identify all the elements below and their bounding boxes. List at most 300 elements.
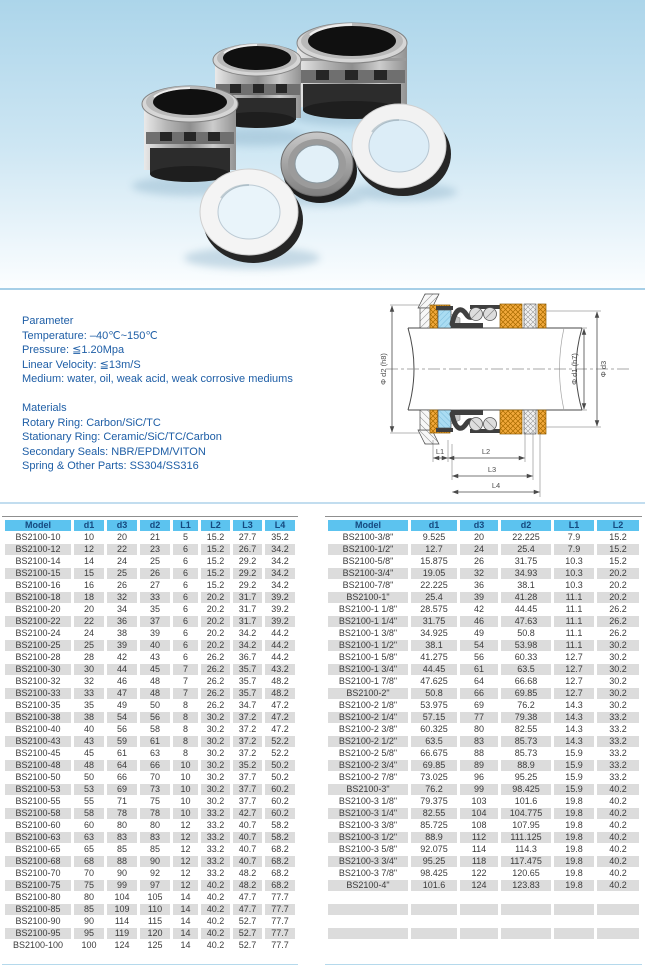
cell: 82.55 xyxy=(411,808,457,819)
cell: 40.7 xyxy=(233,820,262,831)
cell: 15.2 xyxy=(201,568,230,579)
cell: 56 xyxy=(460,652,498,663)
column-header: d2 xyxy=(501,520,551,531)
cell: 31.7 xyxy=(233,604,262,615)
table-row xyxy=(5,820,295,831)
cell: 27 xyxy=(140,580,170,591)
table-row xyxy=(5,592,295,603)
cell: 41.28 xyxy=(501,592,551,603)
cell: BS2100-33 xyxy=(5,688,71,699)
cell: 33.2 xyxy=(201,844,230,855)
cell: 6 xyxy=(173,580,198,591)
cell: 35.7 xyxy=(233,688,262,699)
cell: 6 xyxy=(173,604,198,615)
cell: 40.2 xyxy=(201,928,230,939)
cell: 15.2 xyxy=(597,532,639,543)
table-row xyxy=(328,904,639,915)
cell: 89 xyxy=(460,760,498,771)
cell: 63.5 xyxy=(501,664,551,675)
cell: BS2100-3" xyxy=(328,784,408,795)
table-row xyxy=(5,724,295,735)
cell: 50 xyxy=(74,772,104,783)
table-row xyxy=(328,784,639,795)
table-row xyxy=(5,844,295,855)
table-row xyxy=(328,940,639,951)
cell: 52.7 xyxy=(233,928,262,939)
cell: 15.9 xyxy=(554,772,594,783)
cell: 35 xyxy=(140,604,170,615)
cell: BS2100-4" xyxy=(328,880,408,891)
cell: 47.2 xyxy=(265,724,295,735)
table-row xyxy=(328,604,639,615)
cell: 30.2 xyxy=(201,724,230,735)
cell: 119 xyxy=(107,928,137,939)
cell: 20.2 xyxy=(597,568,639,579)
cell: 58.2 xyxy=(265,820,295,831)
cell: 18 xyxy=(74,592,104,603)
cell: 114.3 xyxy=(501,844,551,855)
cell: 45 xyxy=(74,748,104,759)
cell: 15 xyxy=(74,568,104,579)
cell: 20.2 xyxy=(201,592,230,603)
cell: 85.73 xyxy=(501,736,551,747)
cell: 35.7 xyxy=(233,676,262,687)
table-row xyxy=(5,772,295,783)
cell: 47.2 xyxy=(265,700,295,711)
cell: 100 xyxy=(74,940,104,951)
column-header: L2 xyxy=(597,520,639,531)
table-row xyxy=(5,832,295,843)
cell: 105 xyxy=(140,892,170,903)
cell: 40.2 xyxy=(201,880,230,891)
cell: 30.2 xyxy=(597,676,639,687)
cell: BS2100-1" xyxy=(328,592,408,603)
cell: 77.7 xyxy=(265,928,295,939)
dim-label-d2: Φ d2 (h8) xyxy=(379,353,388,385)
cell: 122 xyxy=(460,868,498,879)
spec-line: Linear Velocity: ≦13m/S xyxy=(22,358,141,371)
cell: BS2100-1 1/2" xyxy=(328,640,408,651)
table-row xyxy=(5,760,295,771)
cell: BS2100-12 xyxy=(5,544,71,555)
cell: 54 xyxy=(460,640,498,651)
cell: 80 xyxy=(107,820,137,831)
cell: 39.2 xyxy=(265,604,295,615)
cell: 30.2 xyxy=(201,784,230,795)
cell: 30.2 xyxy=(201,736,230,747)
table-row xyxy=(328,856,639,867)
dim-label-d1: Φ d1 (h7) xyxy=(570,353,579,385)
cell: 40.7 xyxy=(233,856,262,867)
cell: 69 xyxy=(107,784,137,795)
cell: 101.6 xyxy=(501,796,551,807)
table-row xyxy=(328,532,639,543)
cell: 31.7 xyxy=(233,616,262,627)
cell: 125 xyxy=(140,940,170,951)
cell: 99 xyxy=(107,880,137,891)
cell: 14 xyxy=(173,928,198,939)
cell: 30 xyxy=(74,664,104,675)
table-row xyxy=(328,796,639,807)
dim-label-L3: L3 xyxy=(487,465,497,474)
cell: 40.7 xyxy=(233,832,262,843)
cell: 46 xyxy=(107,676,137,687)
cell: 30.2 xyxy=(201,760,230,771)
metric-table-top-rule xyxy=(2,516,298,517)
cell: 48.2 xyxy=(265,688,295,699)
cell: 20 xyxy=(107,532,137,543)
column-header: Model xyxy=(328,520,408,531)
cell: 28 xyxy=(74,652,104,663)
cell: 25 xyxy=(107,568,137,579)
cell: 85 xyxy=(74,904,104,915)
cell: 75 xyxy=(140,796,170,807)
cell: BS2100-2 1/8" xyxy=(328,700,408,711)
cell: 73.025 xyxy=(411,772,457,783)
cell: 63 xyxy=(74,832,104,843)
cell: BS2100-7/8" xyxy=(328,580,408,591)
cell: BS2100-40 xyxy=(5,724,71,735)
spec-line: Secondary Seals: NBR/EPDM/VITON xyxy=(22,445,206,458)
cell: 22 xyxy=(107,544,137,555)
cell: 53.975 xyxy=(411,700,457,711)
cell: 42 xyxy=(107,652,137,663)
cell: 95.25 xyxy=(411,856,457,867)
cell: 68.2 xyxy=(265,880,295,891)
cell: 33.2 xyxy=(201,868,230,879)
cell: 32 xyxy=(74,676,104,687)
cell xyxy=(554,928,594,939)
cell: 24 xyxy=(460,544,498,555)
cell: 83 xyxy=(140,832,170,843)
cell: 33.2 xyxy=(597,724,639,735)
cell: 60.325 xyxy=(411,724,457,735)
cell: 32 xyxy=(460,568,498,579)
cell: 103 xyxy=(460,796,498,807)
cell: BS2100-1/2" xyxy=(328,544,408,555)
cell: 53.98 xyxy=(501,640,551,651)
cell xyxy=(554,916,594,927)
cell: 30.2 xyxy=(597,664,639,675)
cell: 120 xyxy=(140,928,170,939)
cell: 31.7 xyxy=(233,592,262,603)
cell: 26.2 xyxy=(201,664,230,675)
cell: 40.2 xyxy=(201,916,230,927)
cell: 38.1 xyxy=(501,580,551,591)
cell: 33.2 xyxy=(597,748,639,759)
cell: 34.7 xyxy=(233,700,262,711)
cell xyxy=(328,940,408,951)
product-photo xyxy=(0,0,645,289)
cell: 19.8 xyxy=(554,880,594,891)
cell: 10 xyxy=(74,532,104,543)
cell: BS2100-85 xyxy=(5,904,71,915)
table-row xyxy=(328,664,639,675)
cell: 80 xyxy=(74,892,104,903)
cell: 35.7 xyxy=(233,664,262,675)
cell xyxy=(597,928,639,939)
table-row xyxy=(328,616,639,627)
cell: BS2100-63 xyxy=(5,832,71,843)
cell: 39 xyxy=(107,640,137,651)
cell: 30.2 xyxy=(597,652,639,663)
cell: 15.2 xyxy=(201,556,230,567)
cell: 101.6 xyxy=(411,880,457,891)
table-row xyxy=(328,712,639,723)
cell: 52.7 xyxy=(233,916,262,927)
cell: 31.75 xyxy=(411,616,457,627)
cell xyxy=(597,892,639,903)
cell: 8 xyxy=(173,736,198,747)
table-row xyxy=(328,820,639,831)
cell: 25.4 xyxy=(411,592,457,603)
cell: 11.1 xyxy=(554,628,594,639)
cell xyxy=(411,940,457,951)
cell: 24 xyxy=(107,556,137,567)
cell: 44.2 xyxy=(265,652,295,663)
cell: BS2100-75 xyxy=(5,880,71,891)
cell: 26.2 xyxy=(597,628,639,639)
cell: 15.2 xyxy=(597,556,639,567)
cell: 95 xyxy=(74,928,104,939)
cell: 36 xyxy=(460,580,498,591)
cell: 124 xyxy=(107,940,137,951)
cell: 31.75 xyxy=(501,556,551,567)
cell: 69 xyxy=(460,700,498,711)
cell: 88 xyxy=(107,856,137,867)
cell: 69.85 xyxy=(411,760,457,771)
cell: 29.2 xyxy=(233,568,262,579)
cell xyxy=(411,928,457,939)
cell: 47.7 xyxy=(233,904,262,915)
cell: 78 xyxy=(140,808,170,819)
cell: 77.7 xyxy=(265,940,295,951)
cell xyxy=(460,928,498,939)
cell xyxy=(554,892,594,903)
cell: 19.8 xyxy=(554,856,594,867)
cell: 39.2 xyxy=(265,616,295,627)
cell: 40.2 xyxy=(201,940,230,951)
cell: 26 xyxy=(140,568,170,579)
cell: 40.2 xyxy=(597,820,639,831)
cell: 64 xyxy=(460,676,498,687)
cell: 44 xyxy=(107,664,137,675)
cell: BS2100-28 xyxy=(5,652,71,663)
cell: 114 xyxy=(107,916,137,927)
cell: 120.65 xyxy=(501,868,551,879)
cell: 104 xyxy=(107,892,137,903)
cell: 73 xyxy=(140,784,170,795)
cell: BS2100-70 xyxy=(5,868,71,879)
cell: BS2100-2 1/4" xyxy=(328,712,408,723)
cell: BS2100-3 3/8" xyxy=(328,820,408,831)
table-row xyxy=(328,556,639,567)
cell: 90 xyxy=(140,856,170,867)
spec-line: Temperature: –40℃~150℃ xyxy=(22,329,158,342)
cell xyxy=(460,904,498,915)
table-row xyxy=(328,772,639,783)
table-row xyxy=(5,796,295,807)
table-row xyxy=(328,760,639,771)
dim-label-L2: L2 xyxy=(481,447,491,456)
table-row xyxy=(5,568,295,579)
cell xyxy=(411,916,457,927)
cell: BS2100-3 7/8" xyxy=(328,868,408,879)
cell: 109 xyxy=(107,904,137,915)
cell: 24 xyxy=(74,628,104,639)
cell: 43 xyxy=(74,736,104,747)
cell: 37 xyxy=(140,616,170,627)
cell xyxy=(501,904,551,915)
cell: 30.2 xyxy=(597,640,639,651)
cell: 14.3 xyxy=(554,736,594,747)
table-row xyxy=(328,832,639,843)
cell: 97 xyxy=(140,880,170,891)
table-row xyxy=(328,580,639,591)
cell: 77 xyxy=(460,712,498,723)
cell: BS2100-1 7/8" xyxy=(328,676,408,687)
dim-label-L1: L1 xyxy=(435,447,445,456)
cell: 40.7 xyxy=(233,844,262,855)
header-row xyxy=(5,520,295,531)
cell: 36.7 xyxy=(233,652,262,663)
seal-assembly-top xyxy=(418,294,546,328)
cell: 88 xyxy=(460,748,498,759)
column-header: L1 xyxy=(173,520,198,531)
cell: 25.4 xyxy=(501,544,551,555)
table-row xyxy=(328,544,639,555)
table-row xyxy=(328,892,639,903)
cell: 25 xyxy=(74,640,104,651)
cell: 19.8 xyxy=(554,868,594,879)
table-row xyxy=(5,748,295,759)
cell: 8 xyxy=(173,712,198,723)
cell: BS2100-1 3/8" xyxy=(328,628,408,639)
cell: 6 xyxy=(173,652,198,663)
cell: 11.1 xyxy=(554,592,594,603)
cell: 85 xyxy=(107,844,137,855)
table-row xyxy=(5,628,295,639)
cell: 26 xyxy=(460,556,498,567)
cell: 6 xyxy=(173,568,198,579)
cell: 58.2 xyxy=(265,832,295,843)
cell: 98.425 xyxy=(411,868,457,879)
cell: BS2100-3 1/4" xyxy=(328,808,408,819)
table-row xyxy=(5,556,295,567)
cell: 20 xyxy=(74,604,104,615)
column-header: L3 xyxy=(233,520,262,531)
cell: 19.8 xyxy=(554,820,594,831)
table-row xyxy=(5,616,295,627)
cell: 83 xyxy=(107,832,137,843)
cell: 38 xyxy=(74,712,104,723)
cell: 12 xyxy=(74,544,104,555)
cell: 29.2 xyxy=(233,580,262,591)
column-header: d2 xyxy=(140,520,170,531)
cell: BS2100-80 xyxy=(5,892,71,903)
cell: 12.7 xyxy=(554,664,594,675)
cell: 8 xyxy=(173,700,198,711)
cell: 15.875 xyxy=(411,556,457,567)
cell: 30.2 xyxy=(201,712,230,723)
cell: 75 xyxy=(74,880,104,891)
cell: 76.2 xyxy=(501,700,551,711)
cell: BS2100-2" xyxy=(328,688,408,699)
cell: 10 xyxy=(173,772,198,783)
cell: 10 xyxy=(173,784,198,795)
cell: 33.2 xyxy=(201,856,230,867)
cell: BS2100-3 3/4" xyxy=(328,856,408,867)
cell: 38 xyxy=(107,628,137,639)
cell: 68.2 xyxy=(265,856,295,867)
cell: 26.7 xyxy=(233,544,262,555)
cell: 40.2 xyxy=(597,832,639,843)
table-row xyxy=(5,604,295,615)
table-row xyxy=(328,592,639,603)
cell: BS2100-68 xyxy=(5,856,71,867)
cell: 34.2 xyxy=(233,628,262,639)
cell: 23 xyxy=(140,544,170,555)
cell: 58 xyxy=(140,724,170,735)
cell: BS2100-2 5/8" xyxy=(328,748,408,759)
table-row xyxy=(328,844,639,855)
table-row xyxy=(5,544,295,555)
cell: 42.7 xyxy=(233,808,262,819)
cell: 56 xyxy=(107,724,137,735)
inch-table-bottom-rule xyxy=(325,964,642,965)
cell: 112 xyxy=(460,832,498,843)
cell: 52.2 xyxy=(265,736,295,747)
cell: BS2100-1 1/8" xyxy=(328,604,408,615)
column-header: d3 xyxy=(107,520,137,531)
table-row xyxy=(5,856,295,867)
cell: BS2100-2 7/8" xyxy=(328,772,408,783)
cell: 22 xyxy=(74,616,104,627)
cell: 95.25 xyxy=(501,772,551,783)
column-header: L1 xyxy=(554,520,594,531)
cell: BS2100-10 xyxy=(5,532,71,543)
cell xyxy=(328,916,408,927)
cell: 19.8 xyxy=(554,832,594,843)
parameter-lines xyxy=(22,329,293,387)
cell xyxy=(554,940,594,951)
parameter-title: Parameter xyxy=(22,315,74,327)
cell: BS2100-2 3/8" xyxy=(328,724,408,735)
table-row xyxy=(328,724,639,735)
cell: 47.7 xyxy=(233,892,262,903)
cell: 53 xyxy=(74,784,104,795)
cell xyxy=(328,928,408,939)
cell: 88.9 xyxy=(501,760,551,771)
cell xyxy=(460,916,498,927)
cell: BS2100-50 xyxy=(5,772,71,783)
cell: BS2100-55 xyxy=(5,796,71,807)
cell: 115 xyxy=(140,916,170,927)
table-row xyxy=(5,532,295,543)
cell: BS2100-3 1/2" xyxy=(328,832,408,843)
cell: 59 xyxy=(107,736,137,747)
cell: 47.63 xyxy=(501,616,551,627)
cell: 33.2 xyxy=(597,712,639,723)
cell: 26.2 xyxy=(597,604,639,615)
cell: 20.2 xyxy=(597,580,639,591)
cell: 10.3 xyxy=(554,568,594,579)
cell: 117.475 xyxy=(501,856,551,867)
cell: 96 xyxy=(460,772,498,783)
cell: BS2100-2 1/2" xyxy=(328,736,408,747)
cell: 78 xyxy=(107,808,137,819)
cell: 118 xyxy=(460,856,498,867)
